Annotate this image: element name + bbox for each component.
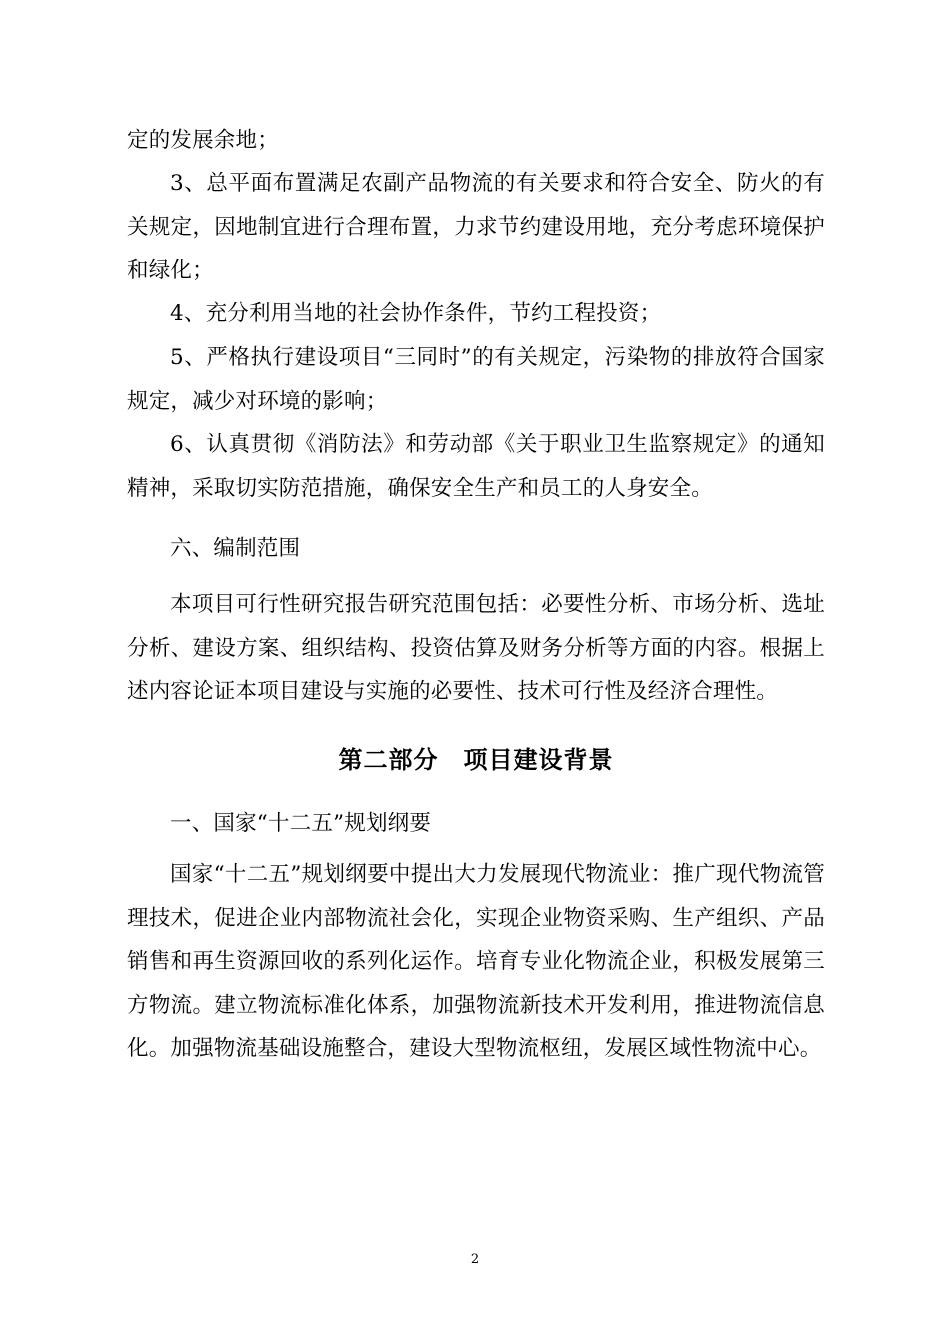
paragraph-item-6: 6、认真贯彻《消防法》和劳动部《关于职业卫生监察规定》的通知精神，采取切实防范措施，确保安全生产和员工的人身安全。 [127,432,825,501]
section-heading-plan: 一、国家“十二五”规划纲要 [170,811,432,836]
paragraph-plan: 国家“十二五”规划纲要中提出大力发展现代物流业：推广现代物流管理技术，促进企业内部物流社会化，实现企业物资采购、生产组织、产品销售和再生资源回收的系列化运作。培育专业化物流企业，积极发展第三方物流。建立物流标准化体系，加强物流新技术开发利用，推进物流信息化。加强物流基础设施整合，建设大型物流枢纽，发展区域性物流中心。 [127,862,825,1061]
paragraph-scope: 本项目可行性研究报告研究范围包括：必要性分析、市场分析、选址分析、建设方案、组织结构、投资估算及财务分析等方面的内容。根据上述内容论证本项目建设与实施的必要性、技术可行性及经济合理性。 [127,592,825,704]
paragraph-item-5: 5、严格执行建设项目“三同时”的有关规定，污染物的排放符合国家规定，减少对环境的影响； [127,345,825,414]
paragraph-item-4: 4、充分利用当地的社会协作条件，节约工程投资； [170,301,662,326]
page-number: 2 [470,1252,480,1267]
part-title: 第二部分 项目建设背景 [338,745,614,774]
paragraph-item-3: 3、总平面布置满足农副产品物流的有关要求和符合安全、防火的有关规定，因地制宜进行合理布置，力求节约建设用地，充分考虑环境保护和绿化； [127,171,825,283]
section-heading-scope: 六、编制范围 [170,536,301,561]
paragraph-continuation: 定的发展余地； [127,128,279,153]
